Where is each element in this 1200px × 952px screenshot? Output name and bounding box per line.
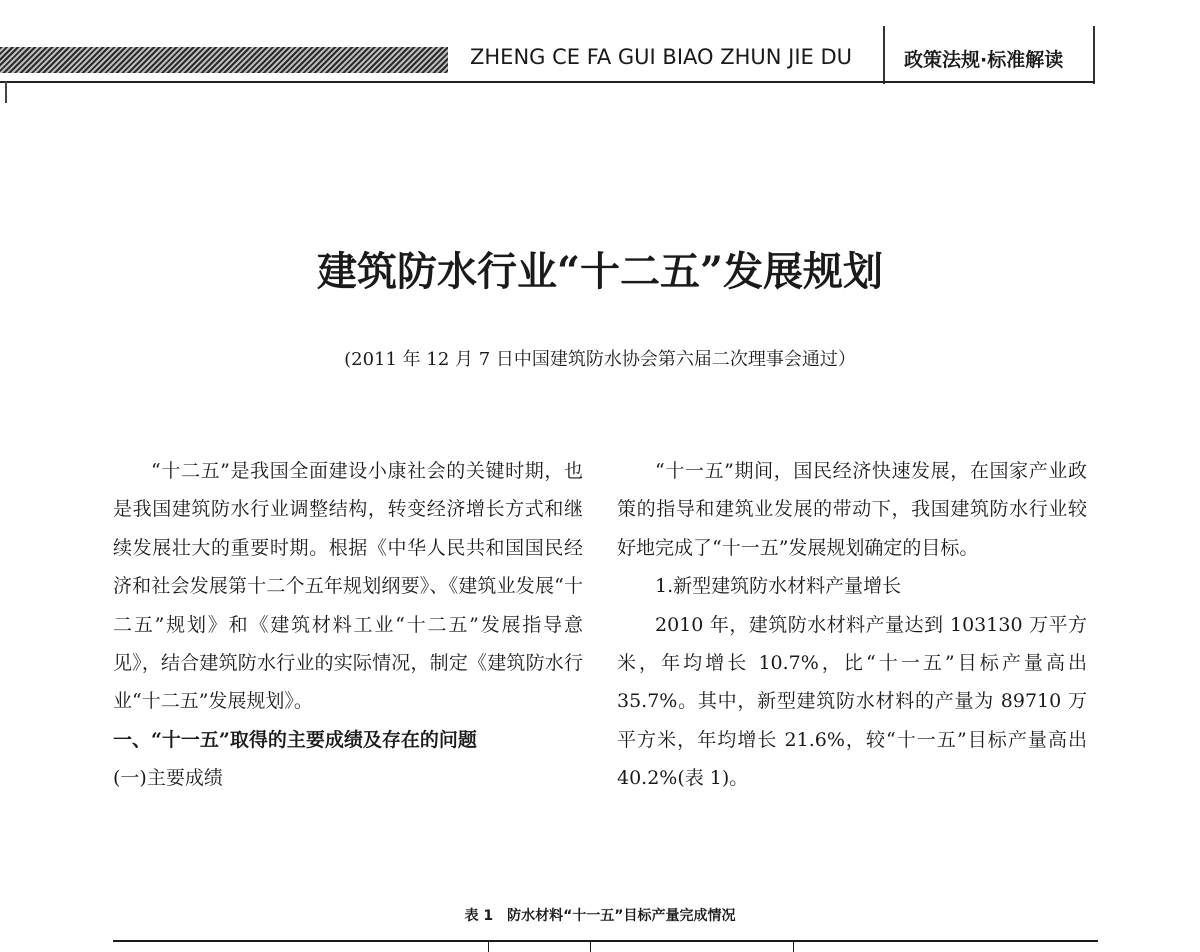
subsection-heading: (一)主要成绩: [113, 767, 223, 790]
section-heading: 一、“十一五”取得的主要成绩及存在的问题: [113, 728, 477, 751]
table-column-divider: [793, 940, 794, 952]
table-top-rule: [113, 940, 1098, 942]
header-rule: [0, 81, 1095, 83]
table-column-divider: [590, 940, 591, 952]
overview-paragraph: “十一五”期间，国民经济快速发展，在国家产业政策的指导和建筑业发展的带动下，我国建筑防水行业较好地完成了“十一五”发展规划确定的目标。: [617, 460, 1087, 559]
header-right-bar: [1093, 26, 1095, 84]
point-heading: 1.新型建筑防水材料产量增长: [655, 575, 902, 598]
right-column: [617, 452, 1087, 798]
intro-paragraph: “十二五”是我国全面建设小康社会的关键时期，也是我国建筑防水行业调整结构，转变经济增长方式和继续发展壮大的重要时期。根据《中华人民共和国国民经济和社会发展第十二个五年规划纲要》、《建筑业发展“十二五”规划》和《建筑材料工业“十二五”发展指导意见》，结合建筑防水行业的实际情况，制定《建筑防水行业“十二五”发展规划》。: [113, 460, 583, 713]
article-title: 建筑防水行业“十二五”发展规划: [316, 248, 883, 295]
header-hatch-band: [0, 47, 448, 73]
header-tick: [5, 81, 7, 103]
table-caption: 表 1 防水材料“十一五”目标产量完成情况: [464, 908, 736, 924]
table-column-divider: [488, 940, 489, 952]
header-section-label: 政策法规·标准解读: [904, 49, 1064, 71]
left-column: [113, 452, 583, 798]
output-paragraph: 2010 年，建筑防水材料产量达到 103130 万平方米，年均增长 10.7%，比“十一五”目标产量高出 35.7%。其中，新型建筑防水材料的产量为 89710 万平方米，年均增长 21.6%，较“十一五”目标产量高出 40.2%(表 1)。: [617, 613, 1087, 790]
header-pinyin: ZHENG CE FA GUI BIAO ZHUN JIE DU: [470, 45, 853, 69]
header-divider: [883, 26, 885, 84]
article-subtitle: (2011 年 12 月 7 日中国建筑防水协会第六届二次理事会通过）: [344, 349, 856, 370]
